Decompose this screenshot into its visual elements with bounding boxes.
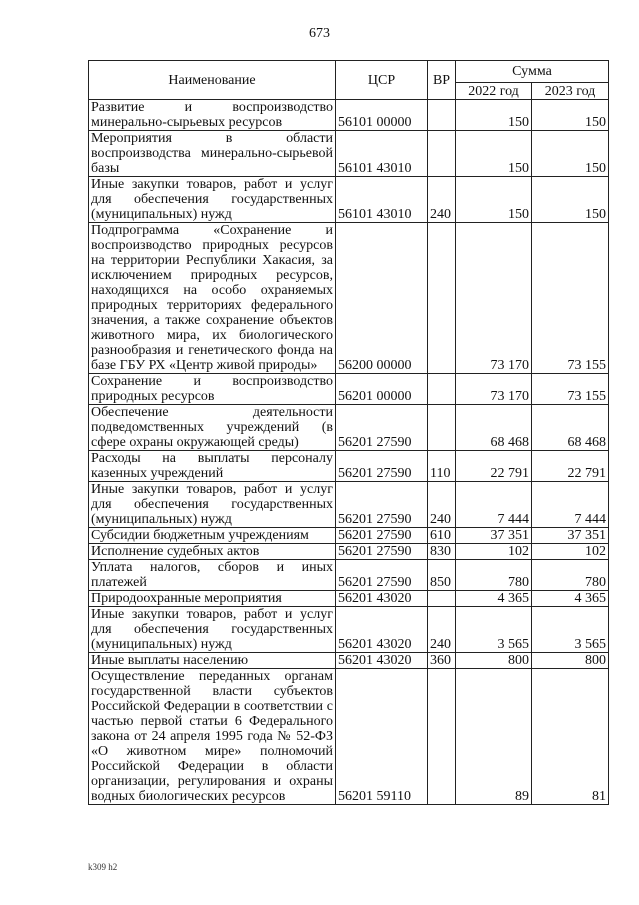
row-sum-2023: 150 [532, 177, 609, 223]
row-sum-2022: 150 [456, 100, 532, 131]
row-sum-2022: 68 468 [456, 405, 532, 451]
row-vr: 240 [428, 482, 456, 528]
row-vr: 610 [428, 528, 456, 544]
row-sum-2022: 102 [456, 544, 532, 560]
row-sum-2023: 150 [532, 100, 609, 131]
table-row [89, 607, 609, 653]
table-row [89, 405, 609, 451]
header-year-2022: 2022 год [456, 83, 532, 100]
row-name: Иные закупки товаров, работ и услуг для обеспечения государственных (муниципальных) нужд [89, 482, 336, 528]
table-row [89, 177, 609, 223]
row-sum-2023: 73 155 [532, 374, 609, 405]
row-sum-2022: 7 444 [456, 482, 532, 528]
row-sum-2023: 7 444 [532, 482, 609, 528]
table-row [89, 482, 609, 528]
row-name: Сохранение и воспроизводство природных ресурсов [89, 374, 336, 405]
row-vr [428, 669, 456, 805]
table-row [89, 669, 609, 805]
row-csr: 56101 43010 [336, 131, 428, 177]
row-vr: 240 [428, 607, 456, 653]
row-sum-2022: 780 [456, 560, 532, 591]
row-csr: 56201 27590 [336, 482, 428, 528]
row-sum-2022: 800 [456, 653, 532, 669]
row-sum-2022: 73 170 [456, 223, 532, 374]
row-sum-2022: 89 [456, 669, 532, 805]
row-sum-2022: 3 565 [456, 607, 532, 653]
row-vr: 240 [428, 177, 456, 223]
row-csr: 56201 27590 [336, 451, 428, 482]
table-row [89, 451, 609, 482]
table-row [89, 653, 609, 669]
row-sum-2023: 37 351 [532, 528, 609, 544]
row-name: Расходы на выплаты персоналу казенных учреждений [89, 451, 336, 482]
table-row [89, 374, 609, 405]
row-name: Подпрограмма «Сохранение и воспроизводство природных ресурсов на территории Республики Хакасия, за исключением природных ресурсов, находящихся на особо охраняемых природных территориях федерального значения, а также сохранение объектов животного мира, их биологического разнообразия и генетического фонда на базе ГБУ РХ «Центр живой природы» [89, 223, 336, 374]
row-csr: 56201 00000 [336, 374, 428, 405]
row-name: Развитие и воспроизводство минерально-сырьевых ресурсов [89, 100, 336, 131]
row-vr: 360 [428, 653, 456, 669]
row-sum-2022: 73 170 [456, 374, 532, 405]
row-vr: 850 [428, 560, 456, 591]
header-name: Наименование [89, 61, 336, 100]
row-sum-2023: 81 [532, 669, 609, 805]
row-csr: 56201 27590 [336, 544, 428, 560]
header-year-2023: 2023 год [532, 83, 609, 100]
row-name: Осуществление переданных органам государственной власти субъектов Российской Федерации в соответствии с частью первой статьи 6 Федерального закона от 24 апреля 1995 года № 52-ФЗ «О животном мире» полномочий Российской Федерации в области организации, регулирования и охраны водных биологических ресурсов [89, 669, 336, 805]
table-header [89, 61, 609, 100]
row-csr: 56201 43020 [336, 591, 428, 607]
table-row [89, 131, 609, 177]
table-row [89, 544, 609, 560]
row-csr: 56200 00000 [336, 223, 428, 374]
row-name: Обеспечение деятельности подведомственных учреждений (в сфере охраны окружающей среды) [89, 405, 336, 451]
page-number: 673 [309, 26, 330, 41]
row-sum-2022: 4 365 [456, 591, 532, 607]
row-name: Иные закупки товаров, работ и услуг для обеспечения государственных (муниципальных) нужд [89, 607, 336, 653]
row-sum-2022: 37 351 [456, 528, 532, 544]
row-sum-2022: 22 791 [456, 451, 532, 482]
budget-table [88, 60, 609, 805]
row-sum-2023: 22 791 [532, 451, 609, 482]
row-vr [428, 223, 456, 374]
table-row [89, 528, 609, 544]
row-name: Мероприятия в области воспроизводства минерально-сырьевой базы [89, 131, 336, 177]
row-csr: 56101 00000 [336, 100, 428, 131]
footer-code: k309 h2 [88, 862, 118, 872]
row-sum-2023: 4 365 [532, 591, 609, 607]
row-csr: 56201 27590 [336, 405, 428, 451]
row-vr: 830 [428, 544, 456, 560]
table-body [89, 100, 609, 805]
table-row [89, 223, 609, 374]
row-sum-2022: 150 [456, 131, 532, 177]
row-sum-2023: 73 155 [532, 223, 609, 374]
row-vr [428, 591, 456, 607]
row-name: Иные выплаты населению [89, 653, 336, 669]
row-csr: 56201 43020 [336, 653, 428, 669]
row-sum-2023: 68 468 [532, 405, 609, 451]
row-sum-2022: 150 [456, 177, 532, 223]
row-name: Исполнение судебных актов [89, 544, 336, 560]
row-name: Природоохранные мероприятия [89, 591, 336, 607]
row-vr [428, 374, 456, 405]
row-vr [428, 131, 456, 177]
row-sum-2023: 150 [532, 131, 609, 177]
row-csr: 56201 27590 [336, 560, 428, 591]
header-csr: ЦСР [336, 61, 428, 100]
row-name: Субсидии бюджетным учреждениям [89, 528, 336, 544]
row-csr: 56201 43020 [336, 607, 428, 653]
table-row [89, 560, 609, 591]
header-vr: ВР [428, 61, 456, 100]
row-sum-2023: 3 565 [532, 607, 609, 653]
row-vr [428, 405, 456, 451]
row-csr: 56201 59110 [336, 669, 428, 805]
row-name: Уплата налогов, сборов и иных платежей [89, 560, 336, 591]
table-row [89, 591, 609, 607]
row-name: Иные закупки товаров, работ и услуг для обеспечения государственных (муниципальных) нужд [89, 177, 336, 223]
row-vr [428, 100, 456, 131]
table-row [89, 100, 609, 131]
row-vr: 110 [428, 451, 456, 482]
row-csr: 56101 43010 [336, 177, 428, 223]
header-sum: Сумма [456, 61, 609, 83]
row-sum-2023: 102 [532, 544, 609, 560]
row-sum-2023: 780 [532, 560, 609, 591]
row-csr: 56201 27590 [336, 528, 428, 544]
row-sum-2023: 800 [532, 653, 609, 669]
